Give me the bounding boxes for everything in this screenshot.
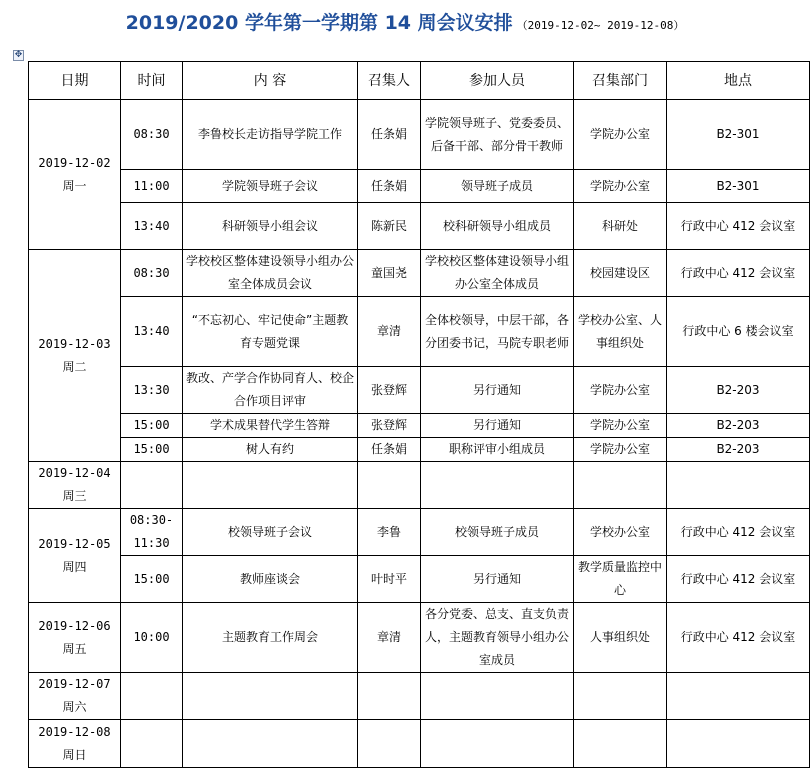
- meeting-convener: [358, 462, 421, 509]
- meeting-department: 科研处: [574, 203, 667, 250]
- title-main: 2019/2020 学年第一学期第 14 周会议安排: [125, 12, 513, 34]
- meeting-content: [183, 462, 358, 509]
- table-row: [29, 250, 810, 297]
- table-row: [29, 203, 810, 250]
- meeting-attendees: 各分党委、总支、直支负责人，主题教育领导小组办公室成员: [421, 603, 574, 673]
- date-text: 2019-12-03: [38, 336, 111, 351]
- date-text: 2019-12-02: [38, 155, 111, 170]
- meeting-attendees: 校科研领导小组成员: [421, 203, 574, 250]
- meeting-convener: [358, 720, 421, 768]
- meeting-convener: 童国尧: [358, 250, 421, 297]
- date-text: 2019-12-08: [38, 724, 111, 739]
- meeting-content: 校领导班子会议: [183, 509, 358, 556]
- meeting-department: 学院办公室: [574, 367, 667, 414]
- meeting-location: 行政中心 412 会议室: [667, 509, 810, 556]
- meeting-attendees: 学校校区整体建设领导小组办公室全体成员: [421, 250, 574, 297]
- table-row: [29, 100, 810, 170]
- weekday-text: 周一: [62, 178, 87, 193]
- meeting-location: 行政中心 412 会议室: [667, 603, 810, 673]
- header-time: 时间: [121, 62, 183, 100]
- header-row: [29, 62, 810, 100]
- meeting-attendees: 学院领导班子、党委委员、后备干部、部分骨干教师: [421, 100, 574, 170]
- header-department: 召集部门: [574, 62, 667, 100]
- meeting-location: B2-301: [667, 170, 810, 203]
- meeting-location: [667, 462, 810, 509]
- meeting-convener: [358, 673, 421, 720]
- table-row: [29, 170, 810, 203]
- meeting-convener: 李鲁: [358, 509, 421, 556]
- meeting-time: 08:30-11:30: [121, 509, 183, 556]
- meeting-location: 行政中心 412 会议室: [667, 250, 810, 297]
- weekday-text: 周二: [62, 359, 87, 374]
- meeting-content: 主题教育工作周会: [183, 603, 358, 673]
- table-row: [29, 673, 810, 720]
- meeting-department: 人事组织处: [574, 603, 667, 673]
- meeting-time: 08:30: [121, 250, 183, 297]
- meeting-department: [574, 462, 667, 509]
- meeting-time: 13:40: [121, 297, 183, 367]
- meeting-time: 08:30: [121, 100, 183, 170]
- meeting-department: 学校办公室: [574, 509, 667, 556]
- meeting-attendees: 另行通知: [421, 414, 574, 438]
- header-content: 内 容: [183, 62, 358, 100]
- meeting-department: 学院办公室: [574, 438, 667, 462]
- meeting-convener: 章清: [358, 297, 421, 367]
- header-attendees: 参加人员: [421, 62, 574, 100]
- meeting-location: 行政中心 412 会议室: [667, 556, 810, 603]
- weekday-text: 周六: [62, 700, 87, 714]
- meeting-attendees: 职称评审小组成员: [421, 438, 574, 462]
- meeting-time: 15:00: [121, 414, 183, 438]
- table-row: [29, 556, 810, 603]
- date-text: 2019-12-04: [38, 466, 111, 480]
- meeting-department: [574, 673, 667, 720]
- meeting-convener: 任条娟: [358, 170, 421, 203]
- meeting-content: 李鲁校长走访指导学院工作: [183, 100, 358, 170]
- weekday-text: 周五: [62, 641, 87, 656]
- meeting-convener: 陈新民: [358, 203, 421, 250]
- date-cell: [29, 509, 121, 603]
- weekday-text: 周日: [62, 747, 87, 762]
- meeting-content: “不忘初心、牢记使命”主题教育专题党课: [183, 297, 358, 367]
- page-title: [0, 8, 810, 35]
- meeting-attendees: 另行通知: [421, 556, 574, 603]
- date-cell: [29, 462, 121, 509]
- meeting-time: 10:00: [121, 603, 183, 673]
- meeting-location: 行政中心 412 会议室: [667, 203, 810, 250]
- meeting-content: 学校校区整体建设领导小组办公室全体成员会议: [183, 250, 358, 297]
- meeting-time: 15:00: [121, 556, 183, 603]
- date-cell: [29, 100, 121, 250]
- meeting-convener: 任条娟: [358, 438, 421, 462]
- schedule-body: [29, 100, 810, 768]
- weekday-text: 周四: [62, 559, 87, 574]
- meeting-department: 教学质量监控中心: [574, 556, 667, 603]
- table-row: [29, 462, 810, 509]
- meeting-attendees: 领导班子成员: [421, 170, 574, 203]
- table-row: [29, 367, 810, 414]
- meeting-time: [121, 720, 183, 768]
- date-cell: [29, 603, 121, 673]
- meeting-content: [183, 720, 358, 768]
- table-row: [29, 297, 810, 367]
- date-cell: [29, 250, 121, 462]
- meeting-content: 教改、产学合作协同育人、校企合作项目评审: [183, 367, 358, 414]
- meeting-department: 学校办公室、人事组织处: [574, 297, 667, 367]
- meeting-content: 树人有约: [183, 438, 358, 462]
- meeting-attendees: 另行通知: [421, 367, 574, 414]
- header-location: 地点: [667, 62, 810, 100]
- date-cell: [29, 673, 121, 720]
- meeting-attendees: [421, 462, 574, 509]
- meeting-department: 学院办公室: [574, 170, 667, 203]
- meeting-department: [574, 720, 667, 768]
- date-text: 2019-12-05: [38, 536, 111, 551]
- meeting-location: B2-301: [667, 100, 810, 170]
- meeting-time: 13:30: [121, 367, 183, 414]
- meeting-department: 校园建设区: [574, 250, 667, 297]
- meeting-attendees: [421, 720, 574, 768]
- meeting-location: B2-203: [667, 414, 810, 438]
- meeting-location: [667, 720, 810, 768]
- meeting-content: [183, 673, 358, 720]
- meeting-location: 行政中心 6 楼会议室: [667, 297, 810, 367]
- meeting-time: [121, 462, 183, 509]
- meeting-time: [121, 673, 183, 720]
- meeting-time: 13:40: [121, 203, 183, 250]
- meeting-attendees: 全体校领导，中层干部，各分团委书记，马院专职老师: [421, 297, 574, 367]
- table-row: [29, 414, 810, 438]
- table-row: [29, 720, 810, 768]
- date-text: 2019-12-07: [38, 677, 111, 691]
- move-handle-icon[interactable]: ✥: [14, 50, 23, 60]
- header-date: 日期: [29, 62, 121, 100]
- meeting-content: 科研领导小组会议: [183, 203, 358, 250]
- meeting-convener: 张登辉: [358, 414, 421, 438]
- date-cell: [29, 720, 121, 768]
- meeting-attendees: 校领导班子成员: [421, 509, 574, 556]
- meeting-location: [667, 673, 810, 720]
- meeting-attendees: [421, 673, 574, 720]
- meeting-convener: 张登辉: [358, 367, 421, 414]
- title-date-range: （2019-12-02~ 2019-12-08）: [516, 19, 685, 32]
- meeting-convener: 章清: [358, 603, 421, 673]
- meeting-time: 15:00: [121, 438, 183, 462]
- meeting-department: 学院办公室: [574, 414, 667, 438]
- meeting-location: B2-203: [667, 438, 810, 462]
- meeting-convener: 叶时平: [358, 556, 421, 603]
- meeting-convener: 任条娟: [358, 100, 421, 170]
- meeting-time: 11:00: [121, 170, 183, 203]
- schedule-table: [28, 61, 810, 768]
- header-convener: 召集人: [358, 62, 421, 100]
- date-text: 2019-12-06: [38, 618, 111, 633]
- meeting-location: B2-203: [667, 367, 810, 414]
- meeting-content: 学术成果替代学生答辩: [183, 414, 358, 438]
- table-row: [29, 509, 810, 556]
- table-row: [29, 603, 810, 673]
- meeting-content: 教师座谈会: [183, 556, 358, 603]
- meeting-department: 学院办公室: [574, 100, 667, 170]
- table-row: [29, 438, 810, 462]
- weekday-text: 周三: [62, 489, 87, 503]
- meeting-content: 学院领导班子会议: [183, 170, 358, 203]
